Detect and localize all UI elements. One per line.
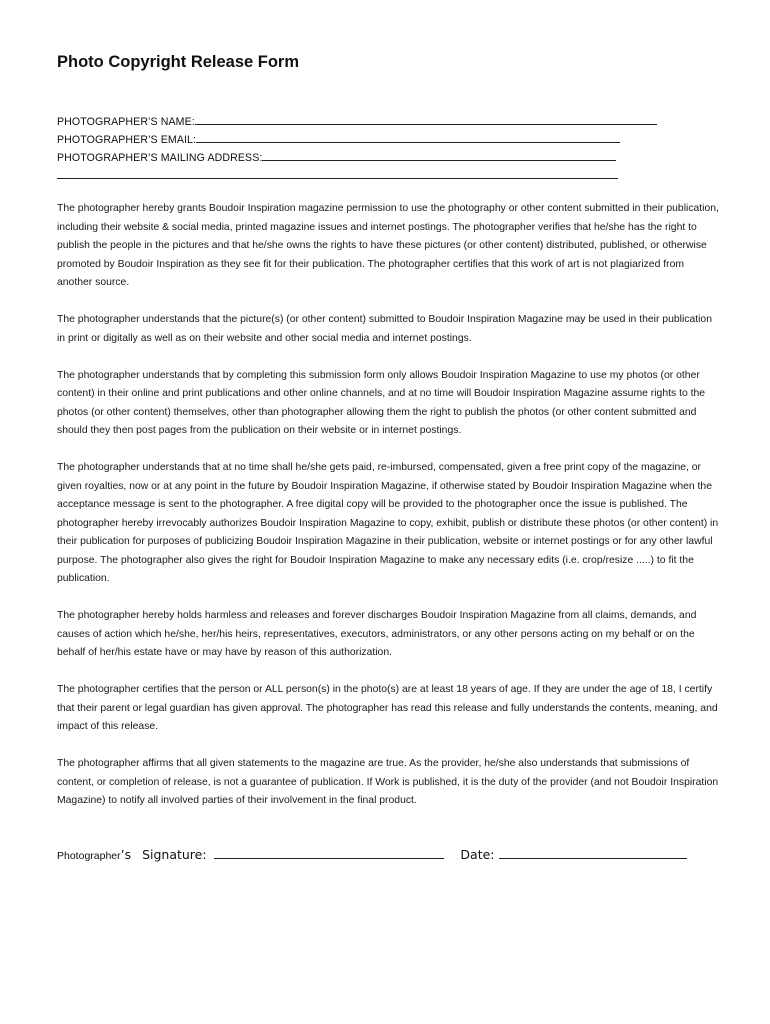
photographer-address-label: PHOTOGRAPHER’S MAILING ADDRESS:	[57, 152, 263, 164]
date-blank[interactable]	[499, 846, 687, 859]
photographer-address-blank[interactable]	[262, 150, 616, 161]
signature-prefix: Photographer	[57, 850, 121, 862]
photographer-name-label: PHOTOGRAPHER’S NAME:	[57, 116, 195, 128]
signature-suffix: ’s	[120, 847, 132, 862]
paragraph-compensation: The photographer understands that at no time shall he/she gets paid, re-imbursed, compensated, given a free print copy of the magazine, or given royalties, now or at any point in the future by Boudoir Inspiration Magazine, if otherwise stated by Boudoir Inspiration Magazine when the acceptance message is sent to the photographer. A free digital copy will be provided to the photographer once the issue is published. The photographer hereby irrevocably authorizes Boudoir Inspiration Magazine to copy, exhibit, publish or distribute these photos (or other content) in their publication for purposes of publicizing Boudoir Inspiration Magazine in their publication, website or internet postings or for any other lawful purpose. The photographer also gives the right for Boudoir Inspiration Magazine to make any necessary edits (i.e. crop/resize .....) to fit the publication.	[57, 462, 719, 584]
photographer-address-field	[57, 150, 616, 165]
paragraph-usage: The photographer understands that the picture(s) (or other content) submitted to Boudoir Inspiration Magazine may be used in their publication in print or digitally as well as on their website and other social media and internet postings.	[57, 314, 712, 344]
paragraph-grant: The photographer hereby grants Boudoir Inspiration magazine permission to use the photography or other content submitted in their publication, including their website & social media, printed magazine issues and internet postings. The photographer verifies that he/she has the right to publish the people in the pictures and that he/she owns the rights to have these pictures (or other content) distributed, published, or otherwise promoted by Boudoir Inspiration as they see fit for their publication. The photographer certifies that this work of art is not plagiarized from another source.	[57, 203, 719, 288]
photographer-name-field	[57, 114, 657, 129]
signature-label: Signature:	[142, 847, 207, 862]
paragraph-rights: The photographer understands that by completing this submission form only allows Boudoir Inspiration Magazine to use my photos (or other content) in their online and print publications and other online channels, and at no time will Boudoir Inspiration Magazine assume rights to the photos (or other content) themselves, other than photographer allowing them the right to publish the photos (or other content submitted and should they then post pages from the publication on their website or in internet postings.	[57, 369, 706, 436]
page-title: Photo Copyright Release Form	[57, 53, 300, 71]
signature-row	[57, 846, 687, 864]
photographer-name-blank[interactable]	[195, 114, 657, 125]
paragraph-affirmation: The photographer affirms that all given statements to the magazine are true. As the provider, he/she also understands that submissions of content, or completion of release, is not a guarantee of publication. If Work is published, it is the duty of the provider (and not Boudoir Inspiration Magazine) to notify all involved parties of their involvement in the final product.	[57, 758, 719, 806]
release-terms	[57, 200, 719, 829]
photographer-address-line-2	[57, 168, 618, 183]
photographer-email-field	[57, 132, 620, 147]
date-label: Date:	[460, 847, 495, 862]
photographer-email-label: PHOTOGRAPHER’S EMAIL:	[57, 134, 197, 146]
paragraph-indemnity: The photographer hereby holds harmless and releases and forever discharges Boudoir Inspiration Magazine from all claims, demands, and causes of action which he/she, her/his heirs, representatives, executors, administrators, or any other persons acting on my behalf or on the behalf of her/his estate have or may have by reason of this authorization.	[57, 610, 697, 658]
paragraph-age: The photographer certifies that the person or ALL person(s) in the photo(s) are at least 18 years of age. If they are under the age of 18, I certify that their parent or legal guardian has given approval. The photographer has read this release and fully understands the contents, meaning, and impact of this release.	[57, 684, 718, 732]
signature-blank[interactable]	[214, 846, 444, 859]
photographer-address-blank-2[interactable]	[57, 168, 618, 179]
photographer-email-blank[interactable]	[196, 132, 620, 143]
